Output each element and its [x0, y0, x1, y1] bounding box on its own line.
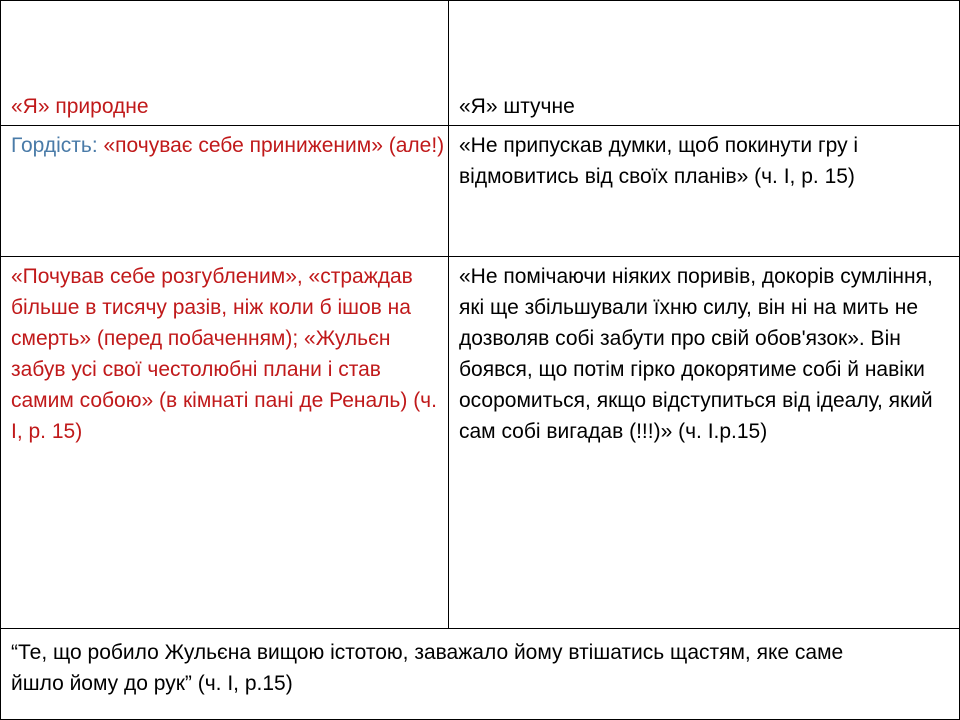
row2-natural-quote: «Почував себе розгубленим», «страждав більше в тисячу разів, ніж коли б ішов на смерть» (перед побаченням); «Жульєн забув усі свої честолюбні плани і став самим собою» (в кімнаті пані де Реналь) (ч. I, р. 15)	[11, 265, 437, 443]
row2-artificial-quote: «Не помічаючи ніяких поривів, докорів сумління, які ще збільшували їхню силу, він ні на мить не дозволяв собі забути про свій обов'язок». Він боявся, що потім гірко докорятиме собі й навіки осоромиться, якщо відступиться від ідеалу, який сам собі вигадав (!!!)» (ч. I.р.15)	[459, 265, 933, 443]
header-cell-natural	[0, 0, 448, 125]
footer-quote: “Те, що робило Жульєна вищою істотою, заважало йому втішатись щастям, яке саме йшло йому до рук” (ч. I, р.15)	[11, 641, 844, 695]
header-cell-artificial	[448, 0, 960, 125]
header-natural-self: «Я» природне	[11, 95, 149, 118]
row1-natural-quote: «почуває себе приниженим» (але!)	[97, 134, 445, 157]
footer-cell	[0, 628, 960, 720]
row1-artificial-quote: «Не припускав думки, щоб покинути гру і відмовитись від своїх планів» (ч. I, р. 15)	[459, 134, 859, 188]
row1-natural-cell	[0, 125, 448, 256]
row2-artificial-cell	[448, 256, 960, 628]
row2-natural-cell	[0, 256, 448, 628]
header-artificial-self: «Я» штучне	[459, 95, 575, 118]
row1-artificial-cell	[448, 125, 960, 256]
pride-label: Гордість:	[11, 134, 98, 157]
